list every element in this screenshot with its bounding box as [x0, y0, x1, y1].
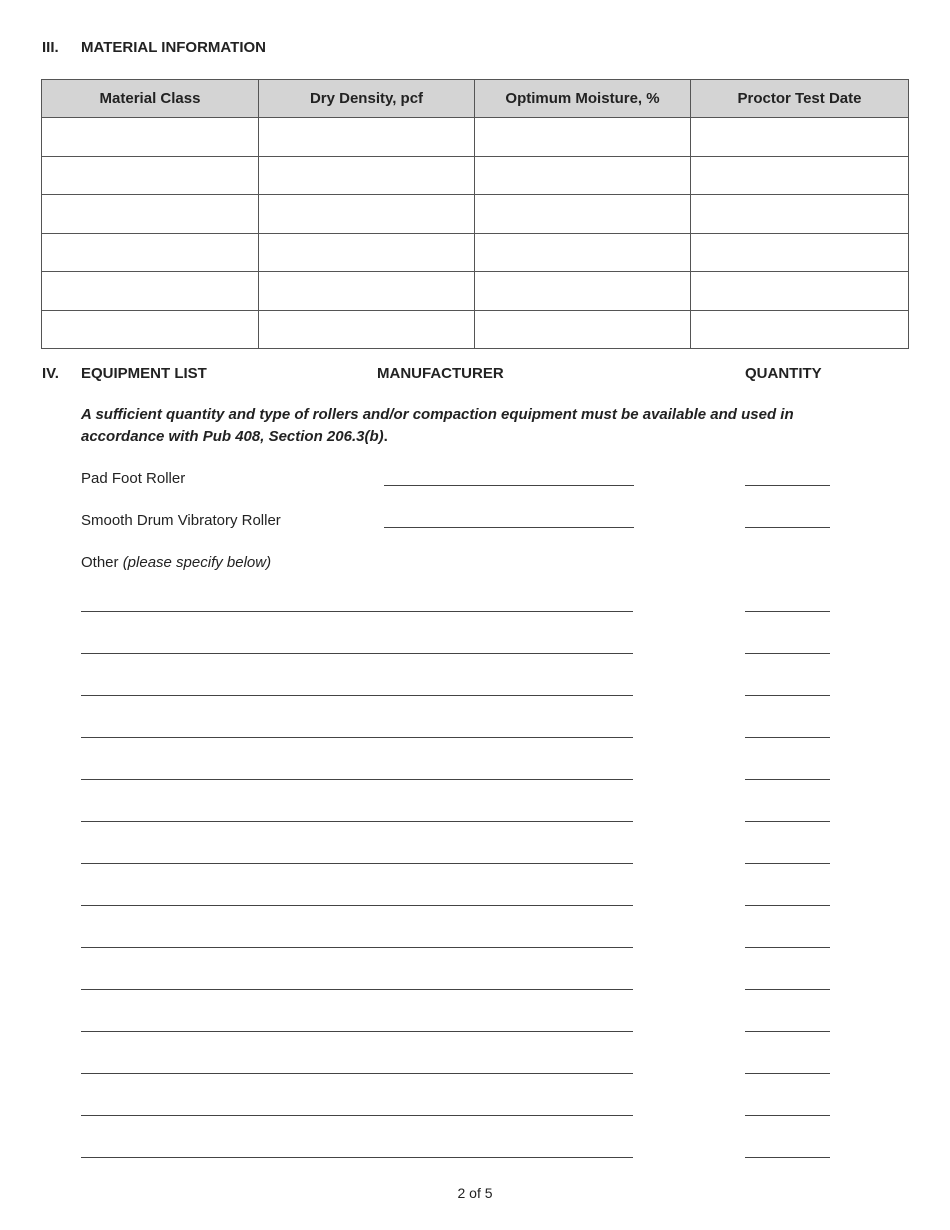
- other-equipment-field[interactable]: [81, 863, 633, 864]
- proctor-test-date-cell[interactable]: [691, 118, 909, 157]
- table-row: [42, 310, 909, 349]
- manufacturer-column-heading: MANUFACTURER: [377, 365, 504, 382]
- header-optimum-moisture: Optimum Moisture, %: [475, 80, 691, 118]
- other-equipment-field[interactable]: [81, 1115, 633, 1116]
- proctor-test-date-cell[interactable]: [691, 233, 909, 272]
- other-quantity-field[interactable]: [745, 1157, 830, 1158]
- material-information-table: [41, 79, 909, 349]
- optimum-moisture-cell[interactable]: [475, 195, 691, 234]
- dry-density-cell[interactable]: [259, 156, 475, 195]
- other-quantity-field[interactable]: [745, 905, 830, 906]
- proctor-test-date-cell[interactable]: [691, 310, 909, 349]
- other-quantity-field[interactable]: [745, 779, 830, 780]
- other-label-text: Other: [81, 554, 119, 571]
- material-class-cell[interactable]: [42, 195, 259, 234]
- table-row: [42, 195, 909, 234]
- other-equipment-field[interactable]: [81, 1073, 633, 1074]
- other-equipment-field[interactable]: [81, 905, 633, 906]
- table-row: [42, 118, 909, 157]
- other-equipment-field[interactable]: [81, 695, 633, 696]
- dry-density-cell[interactable]: [259, 118, 475, 157]
- section-iv-number: IV.: [42, 365, 59, 382]
- table-row: [42, 233, 909, 272]
- proctor-test-date-cell[interactable]: [691, 195, 909, 234]
- proctor-test-date-cell[interactable]: [691, 272, 909, 311]
- other-quantity-field[interactable]: [745, 1031, 830, 1032]
- quantity-column-heading: QUANTITY: [745, 365, 822, 382]
- material-class-cell[interactable]: [42, 118, 259, 157]
- dry-density-cell[interactable]: [259, 233, 475, 272]
- optimum-moisture-cell[interactable]: [475, 118, 691, 157]
- table-header-row: [42, 80, 909, 118]
- other-quantity-field[interactable]: [745, 653, 830, 654]
- other-equipment-field[interactable]: [81, 1157, 633, 1158]
- compaction-equipment-note: [81, 404, 861, 448]
- other-equipment-field[interactable]: [81, 611, 633, 612]
- proctor-test-date-cell[interactable]: [691, 156, 909, 195]
- dry-density-cell[interactable]: [259, 195, 475, 234]
- other-quantity-field[interactable]: [745, 947, 830, 948]
- optimum-moisture-cell[interactable]: [475, 310, 691, 349]
- other-quantity-field[interactable]: [745, 737, 830, 738]
- other-equipment-field[interactable]: [81, 947, 633, 948]
- dry-density-cell[interactable]: [259, 272, 475, 311]
- optimum-moisture-cell[interactable]: [475, 156, 691, 195]
- other-quantity-field[interactable]: [745, 821, 830, 822]
- other-equipment-field[interactable]: [81, 779, 633, 780]
- pad-foot-manufacturer-field[interactable]: [384, 485, 634, 486]
- pad-foot-roller-label: Pad Foot Roller: [81, 470, 186, 487]
- dry-density-cell[interactable]: [259, 310, 475, 349]
- material-class-cell[interactable]: [42, 156, 259, 195]
- other-equipment-field[interactable]: [81, 989, 633, 990]
- other-equipment-field[interactable]: [81, 821, 633, 822]
- smooth-drum-roller-label: Smooth Drum Vibratory Roller: [81, 512, 281, 529]
- smooth-drum-manufacturer-field[interactable]: [384, 527, 634, 528]
- optimum-moisture-cell[interactable]: [475, 233, 691, 272]
- other-hint-text: (please specify below): [122, 554, 272, 571]
- header-dry-density: Dry Density, pcf: [259, 80, 475, 118]
- pad-foot-quantity-field[interactable]: [745, 485, 830, 486]
- note-text: A sufficient quantity and type of rollers and/or compaction equipment must be available and used in accordance with Pub 408, Section 206.3(b): [81, 406, 794, 445]
- table-row: [42, 156, 909, 195]
- material-class-cell[interactable]: [42, 233, 259, 272]
- other-quantity-field[interactable]: [745, 863, 830, 864]
- header-proctor-test-date: Proctor Test Date: [691, 80, 909, 118]
- other-quantity-field[interactable]: [745, 1115, 830, 1116]
- other-equipment-label: [81, 554, 271, 571]
- other-quantity-field[interactable]: [745, 695, 830, 696]
- section-iv-title: EQUIPMENT LIST: [81, 365, 207, 382]
- other-equipment-field[interactable]: [81, 653, 633, 654]
- other-quantity-field[interactable]: [745, 989, 830, 990]
- page-number: 2 of 5: [457, 1185, 493, 1201]
- header-material-class: Material Class: [42, 80, 259, 118]
- material-class-cell[interactable]: [42, 272, 259, 311]
- section-iii-number: III.: [42, 39, 59, 56]
- material-class-cell[interactable]: [42, 310, 259, 349]
- other-quantity-field[interactable]: [745, 611, 830, 612]
- other-equipment-field[interactable]: [81, 1031, 633, 1032]
- other-quantity-field[interactable]: [745, 1073, 830, 1074]
- other-equipment-field[interactable]: [81, 737, 633, 738]
- smooth-drum-quantity-field[interactable]: [745, 527, 830, 528]
- optimum-moisture-cell[interactable]: [475, 272, 691, 311]
- section-iii-title: MATERIAL INFORMATION: [81, 39, 266, 56]
- note-end: .: [383, 428, 388, 445]
- table-row: [42, 272, 909, 311]
